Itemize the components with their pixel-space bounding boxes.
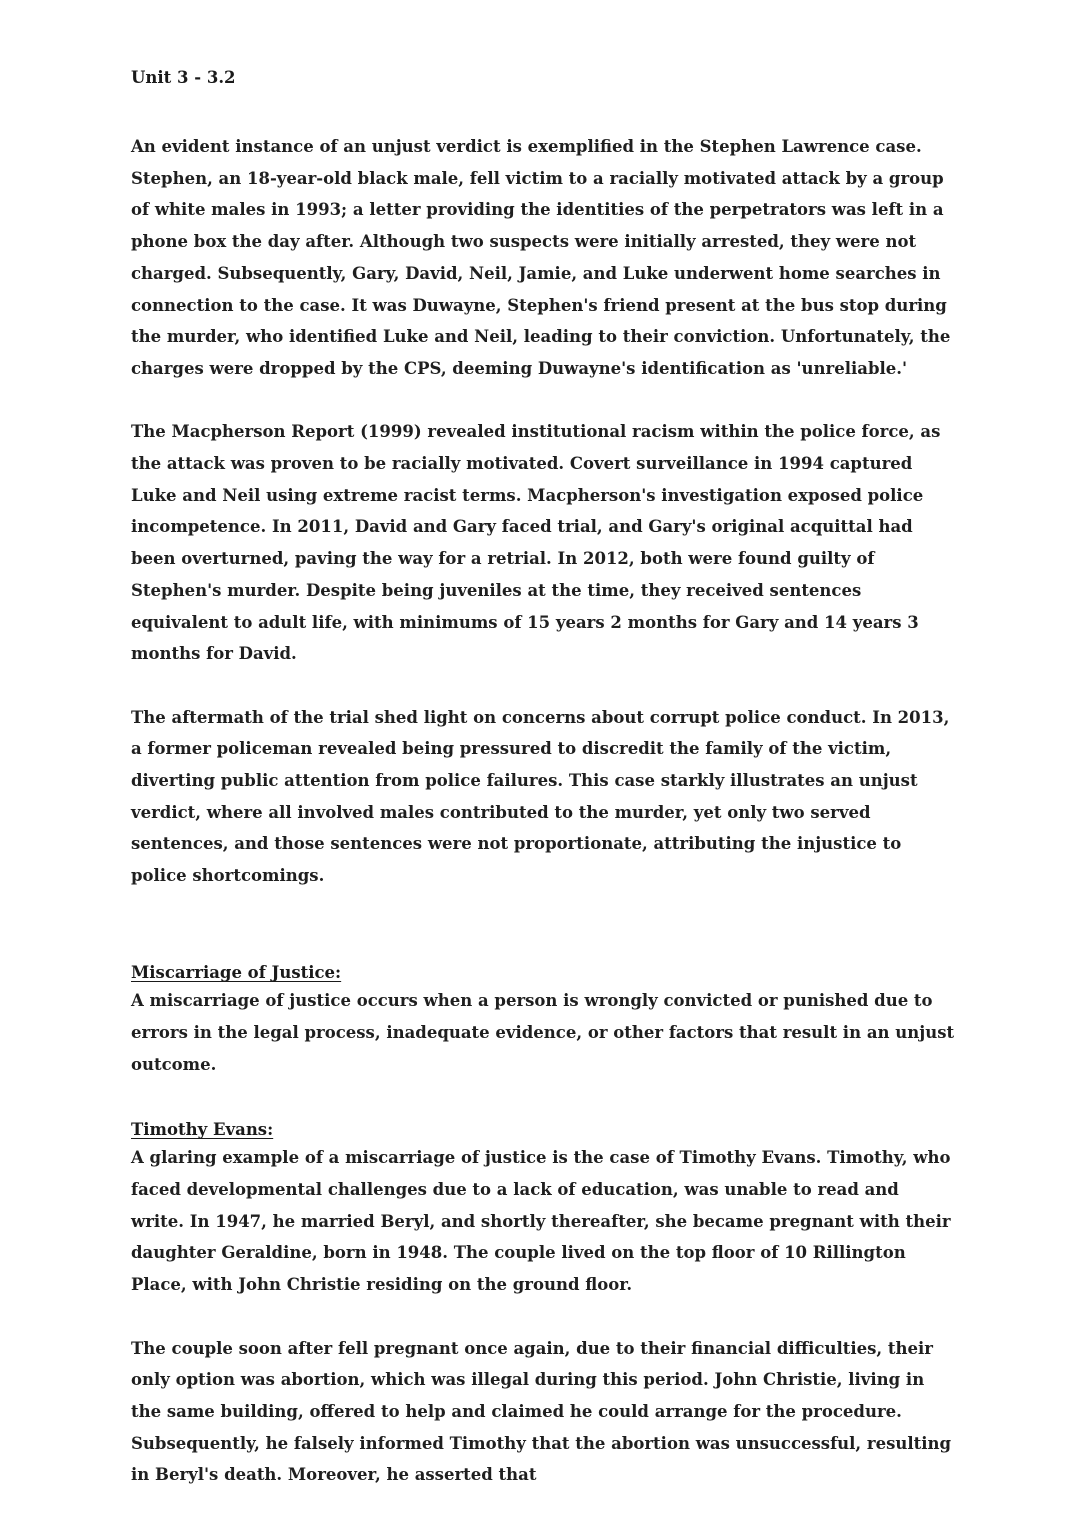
document-page <box>131 66 956 1491</box>
evans-paragraph-1: A glaring example of a miscarriage of justice is the case of Timothy Evans. Timothy, who faced developmental challenges due to a lack of education, was unable to read and write. In 1947, he married Beryl, and shortly thereafter, she became pregnant with their daughter Geraldine, born in 1948. The couple lived on the top floor of 10 Rillington Place, with John Christie residing on the ground floor. <box>131 1148 951 1295</box>
evans-heading: Timothy Evans: <box>131 1120 274 1140</box>
lawrence-paragraph-1: An evident instance of an unjust verdict is exemplified in the Stephen Lawrence case. Stephen, an 18-year-old black male, fell victim to a racially motivated attack by a group of white males in 1993; a letter providing the identities of the perpetrators was left in a phone box the day after. Although two suspects were initially arrested, they were not charged. Subsequently, Gary, David, Neil, Jamie, and Luke underwent home searches in connection to the case. It was Duwayne, Stephen's friend present at the bus stop during the murder, who identified Luke and Neil, leading to their conviction. Unfortunately, the charges were dropped by the CPS, deeming Duwayne's identification as 'unreliable.' <box>131 137 951 378</box>
miscarriage-definition: A miscarriage of justice occurs when a person is wrongly convicted or punished due to errors in the legal process, inadequate evidence, or other factors that result in an unjust outcome. <box>131 991 955 1074</box>
lawrence-paragraph-3: The aftermath of the trial shed light on concerns about corrupt police conduct. In 2013, a former policeman revealed being pressured to discredit the family of the victim, diverting public attention from police failures. This case starkly illustrates an unjust verdict, where all involved males contributed to the murder, yet only two served sentences, and those sentences were not proportionate, attributing the injustice to police shortcomings. <box>131 707 950 886</box>
lawrence-paragraph-2: The Macpherson Report (1999) revealed institutional racism within the police force, as the attack was proven to be racially motivated. Covert surveillance in 1994 captured Luke and Neil using extreme racist terms. Macpherson's investigation exposed police incompetence. In 2011, David and Gary faced trial, and Gary's original acquittal had been overturned, paving the way for a retrial. In 2012, both were found guilty of Stephen's murder. Despite being juveniles at the time, they received sentences equivalent to adult life, with minimums of 15 years 2 months for Gary and 14 years 3 months for David. <box>131 422 941 664</box>
unit-title: Unit 3 - 3.2 <box>131 68 236 87</box>
miscarriage-heading: Miscarriage of Justice: <box>131 963 342 983</box>
evans-paragraph-2: The couple soon after fell pregnant once again, due to their financial difficulties, their only option was abortion, which was illegal during this period. John Christie, living in the same building, offered to help and claimed he could arrange for the procedure. Subsequently, he falsely informed Timothy that the abortion was unsuccessful, resulting in Beryl's death. Moreover, he asserted that <box>131 1338 952 1485</box>
